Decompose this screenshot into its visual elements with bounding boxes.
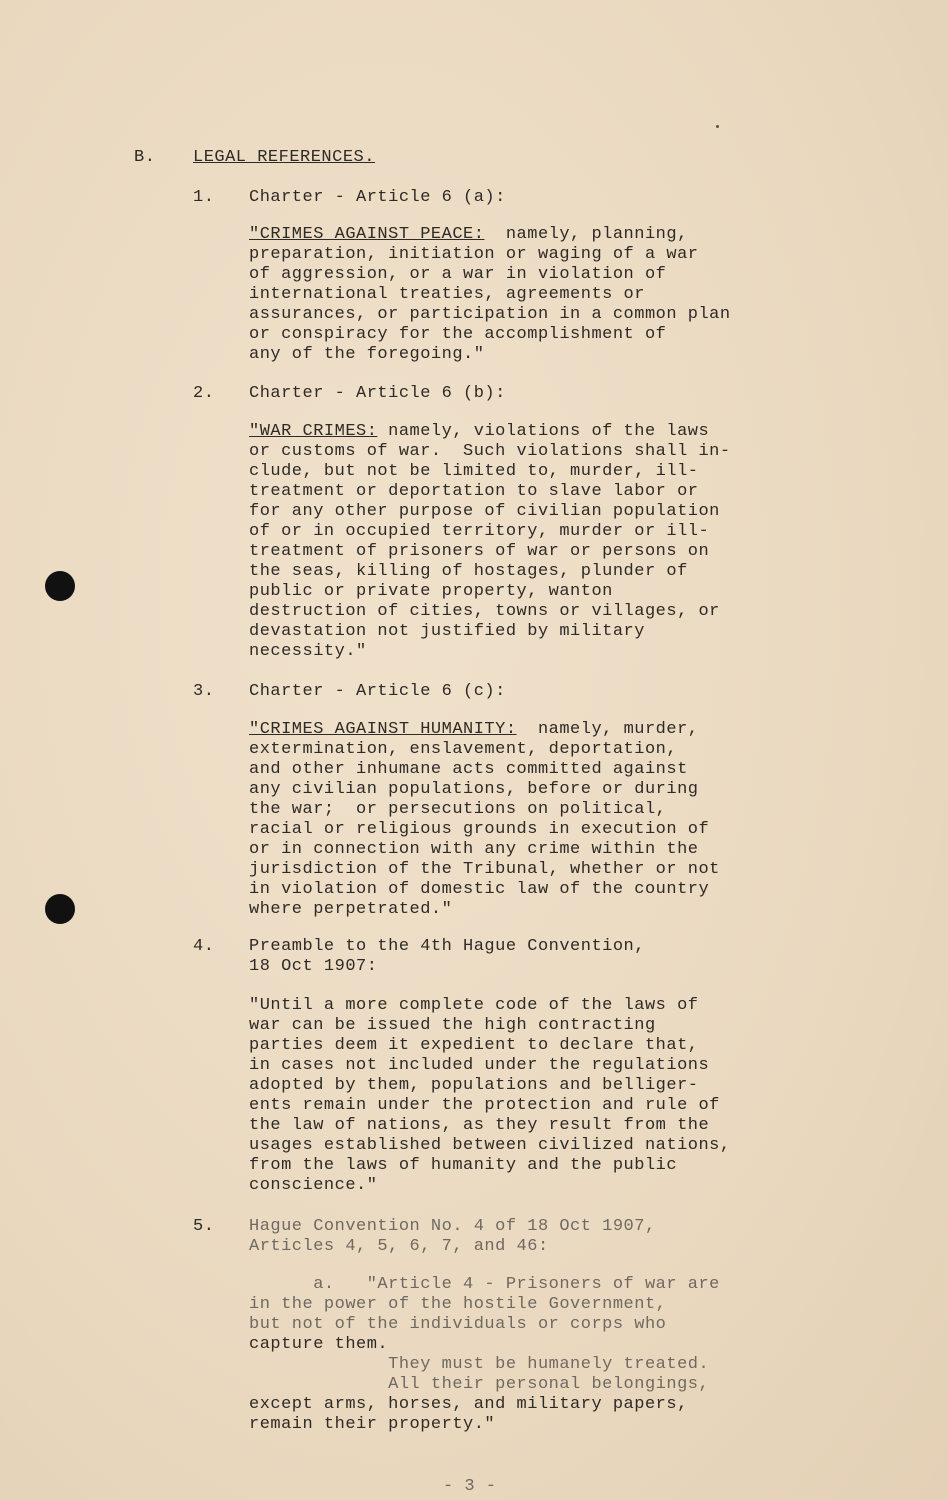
item-2-line: of or in occupied territory, murder or ill-: [249, 522, 710, 541]
item-5-line: All their personal belongings,: [249, 1375, 710, 1394]
item-2-line: destruction of cities, towns or villages, or: [249, 602, 720, 621]
punch-hole-top: [45, 571, 75, 601]
item-3-heading: Charter - Article 6 (c):: [249, 682, 506, 701]
item-5-heading-line: Articles 4, 5, 6, 7, and 46:: [249, 1237, 549, 1256]
item-4-line: usages established between civilized nations,: [249, 1136, 731, 1155]
item-1-term: "CRIMES AGAINST PEACE:: [249, 225, 485, 244]
item-2-line: the seas, killing of hostages, plunder of: [249, 562, 688, 581]
item-2-number: 2.: [193, 384, 215, 403]
item-2-line: clude, but not be limited to, murder, ill-: [249, 462, 699, 481]
item-2-line: necessity.": [249, 642, 367, 661]
item-3-line: the war; or persecutions on political,: [249, 800, 667, 819]
item-5-line: capture them.: [249, 1335, 389, 1354]
item-4-line: "Until a more complete code of the laws of: [249, 996, 699, 1015]
item-2-first-rest: namely, violations of the laws: [377, 422, 710, 441]
item-4-line: from the laws of humanity and the public: [249, 1156, 678, 1175]
item-4-line: adopted by them, populations and belliger-: [249, 1076, 699, 1095]
item-4-line: the law of nations, as they result from the: [249, 1116, 710, 1135]
item-2-line: treatment or deportation to slave labor or: [249, 482, 699, 501]
item-5-line: remain their property.": [249, 1415, 496, 1434]
item-2-term: "WAR CRIMES:: [249, 422, 378, 441]
item-1-quote: [249, 225, 731, 365]
item-3-line: where perpetrated.": [249, 900, 453, 919]
item-4-line: ents remain under the protection and rule of: [249, 1096, 720, 1115]
item-2-line: treatment of prisoners of war or persons on: [249, 542, 710, 561]
item-1-line: assurances, or participation in a common plan: [249, 305, 731, 324]
item-5-line: except arms, horses, and military papers,: [249, 1395, 688, 1414]
item-5-line: They must be humanely treated.: [249, 1355, 710, 1374]
item-5-number: 5.: [193, 1217, 215, 1236]
section-title: LEGAL REFERENCES.: [193, 148, 375, 167]
item-3-line: or in connection with any crime within the: [249, 840, 699, 859]
item-1-heading: Charter - Article 6 (a):: [249, 188, 506, 207]
item-4-line: conscience.": [249, 1176, 378, 1195]
item-4-line: parties deem it expedient to declare that,: [249, 1036, 699, 1055]
item-1-line: international treaties, agreements or: [249, 285, 645, 304]
item-4-line: in cases not included under the regulations: [249, 1056, 710, 1075]
item-3-number: 3.: [193, 682, 215, 701]
item-2-line: for any other purpose of civilian population: [249, 502, 720, 521]
item-4-line: war can be issued the high contracting: [249, 1016, 656, 1035]
item-3-line: in violation of domestic law of the country: [249, 880, 710, 899]
item-1-line: or conspiracy for the accomplishment of: [249, 325, 667, 344]
item-3-line: extermination, enslavement, deportation,: [249, 740, 678, 759]
item-5-line: a. "Article 4 - Prisoners of war are: [249, 1275, 720, 1294]
page-number: - 3 -: [443, 1477, 497, 1496]
item-4-heading-line: Preamble to the 4th Hague Convention,: [249, 937, 645, 956]
item-3-line: racial or religious grounds in execution of: [249, 820, 710, 839]
item-3-line: and other inhumane acts committed against: [249, 760, 688, 779]
item-2-heading: Charter - Article 6 (b):: [249, 384, 506, 403]
item-4-number: 4.: [193, 937, 215, 956]
item-1-line: any of the foregoing.": [249, 345, 485, 364]
item-5-heading-line: Hague Convention No. 4 of 18 Oct 1907,: [249, 1217, 656, 1236]
item-3-line: jurisdiction of the Tribunal, whether or not: [249, 860, 720, 879]
item-5-heading: [249, 1217, 656, 1257]
item-3-quote: [249, 720, 720, 920]
item-1-line: of aggression, or a war in violation of: [249, 265, 667, 284]
item-4-heading: [249, 937, 645, 977]
item-2-line: or customs of war. Such violations shall in-: [249, 442, 731, 461]
item-4-quote: [249, 996, 731, 1196]
item-1-number: 1.: [193, 188, 215, 207]
item-3-line: any civilian populations, before or during: [249, 780, 699, 799]
item-1-first-rest: namely, planning,: [484, 225, 688, 244]
item-2-quote: [249, 422, 731, 662]
item-5-line: in the power of the hostile Government,: [249, 1295, 667, 1314]
item-3-first-rest: namely, murder,: [516, 720, 699, 739]
section-letter: B.: [134, 148, 156, 167]
item-5-quote: [249, 1275, 720, 1435]
item-4-heading-line: 18 Oct 1907:: [249, 957, 378, 976]
item-1-line: preparation, initiation or waging of a war: [249, 245, 699, 264]
item-5-line: but not of the individuals or corps who: [249, 1315, 667, 1334]
item-2-line: devastation not justified by military: [249, 622, 645, 641]
item-2-line: public or private property, wanton: [249, 582, 613, 601]
item-3-term: "CRIMES AGAINST HUMANITY:: [249, 720, 517, 739]
punch-hole-bottom: [45, 894, 75, 924]
paper-speck: [716, 125, 719, 128]
